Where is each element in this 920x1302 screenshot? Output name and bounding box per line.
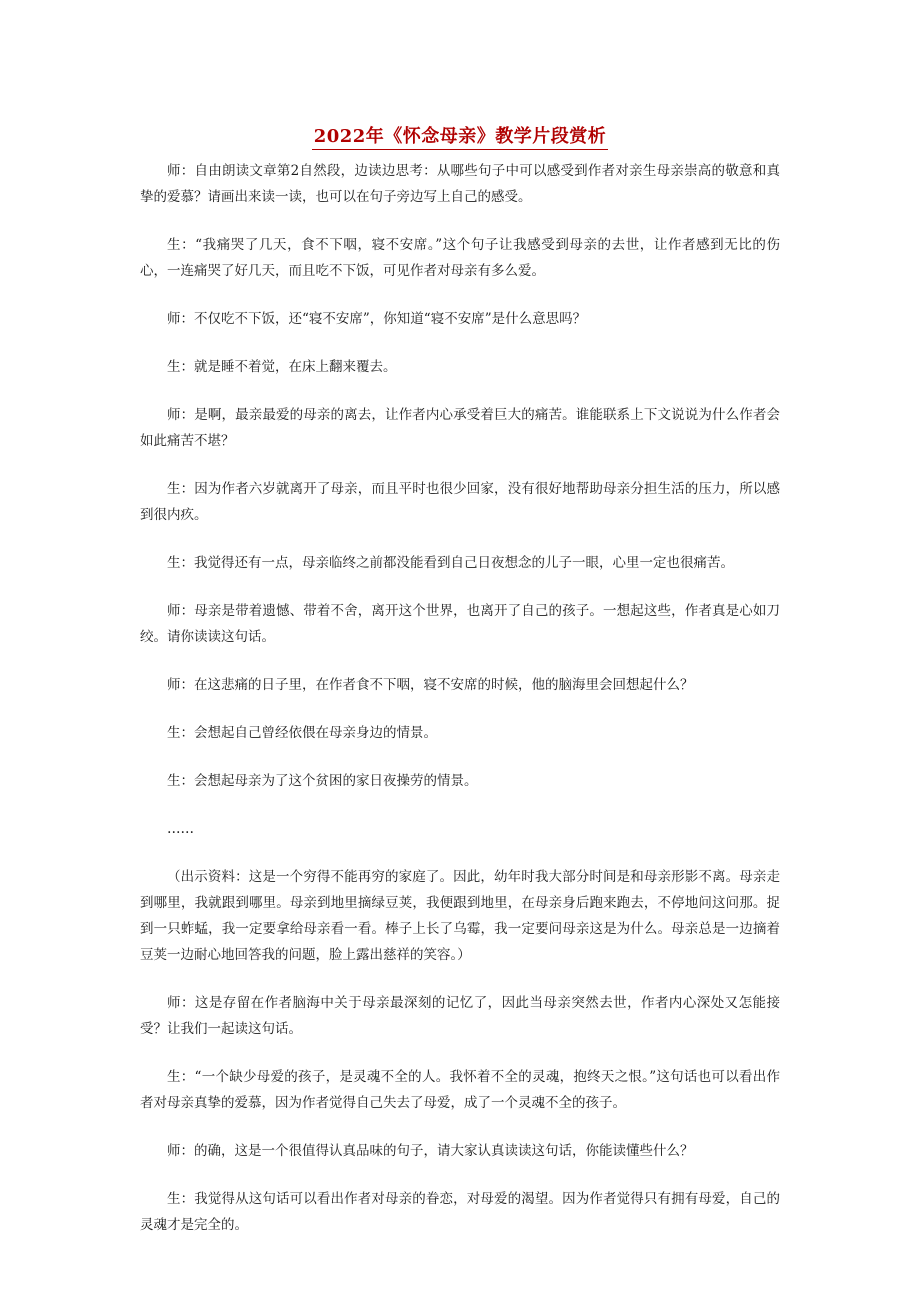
paragraph: 生：会想起母亲为了这个贫困的家日夜操劳的情景。 <box>167 773 478 789</box>
ellipsis: …… <box>167 821 194 837</box>
paragraph: 生：因为作者六岁就离开了母亲，而且平时也很少回家，没有很好地帮助母亲分担生活的压力，所以感到很内疚。 <box>140 481 780 523</box>
paragraph: 生：“一个缺少母爱的孩子，是灵魂不全的人。我怀着不全的灵魂，抱终天之恨。”这句话也可以看出作者对母亲真挚的爱慕，因为作者觉得自己失去了母爱，成了一个灵魂不全的孩子。 <box>140 1069 780 1111</box>
paragraph: 师：不仅吃不下饭，还“寝不安席”，你知道“寝不安席”是什么意思吗？ <box>167 311 587 327</box>
document-title <box>0 122 920 150</box>
paragraph: 师：自由朗读文章第2自然段，边读边思考：从哪些句子中可以感受到作者对亲生母亲崇高的敬意和真挚的爱慕？请画出来读一读，也可以在句子旁边写上自己的感受。 <box>140 163 780 205</box>
paragraph: 师：这是存留在作者脑海中关于母亲最深刻的记忆了，因此当母亲突然去世，作者内心深处又怎能接受？让我们一起读这句话。 <box>140 995 780 1037</box>
paragraph: 师：在这悲痛的日子里，在作者食不下咽，寝不安席的时候，他的脑海里会回想起什么？ <box>167 677 694 693</box>
document-title-text: 2022年《怀念母亲》教学片段赏析 <box>312 122 609 150</box>
paragraph: 生：就是睡不着觉，在床上翻来覆去。 <box>167 359 397 375</box>
material-excerpt: （出示资料：这是一个穷得不能再穷的家庭了。因此，幼年时我大部分时间是和母亲形影不离。母亲走到哪里，我就跟到哪里。母亲到地里摘绿豆荚，我便跟到地里，在母亲身后跑来跑去，不停地问这问那。捉到一只蚱蜢，我一定要拿给母亲看一看。棒子上长了乌霉，我一定要问母亲这是为什么。母亲总是一边摘着豆荚一边耐心地回答我的问题，脸上露出慈祥的笑容。） <box>140 869 780 963</box>
paragraph: 师：的确，这是一个很值得认真品味的句子，请大家认真读读这句话，你能读懂些什么？ <box>167 1143 694 1159</box>
paragraph: 生：会想起自己曾经依偎在母亲身边的情景。 <box>167 725 437 741</box>
paragraph: 师：母亲是带着遗憾、带着不舍，离开这个世界，也离开了自己的孩子。一想起这些，作者真是心如刀绞。请你读读这句话。 <box>140 603 780 645</box>
paragraph: 生：“我痛哭了几天，食不下咽，寝不安席。”这个句子让我感受到母亲的去世，让作者感到无比的伤心，一连痛哭了好几天，而且吃不下饭，可见作者对母亲有多么爱。 <box>140 237 780 279</box>
paragraph: 师：是啊，最亲最爱的母亲的离去，让作者内心承受着巨大的痛苦。谁能联系上下文说说为什么作者会如此痛苦不堪？ <box>140 407 780 449</box>
paragraph: 生：我觉得从这句话可以看出作者对母亲的眷恋，对母爱的渴望。因为作者觉得只有拥有母爱，自己的灵魂才是完全的。 <box>140 1191 780 1233</box>
paragraph: 生：我觉得还有一点，母亲临终之前都没能看到自己日夜想念的儿子一眼，心里一定也很痛苦。 <box>167 555 734 571</box>
document-body <box>140 158 780 1254</box>
